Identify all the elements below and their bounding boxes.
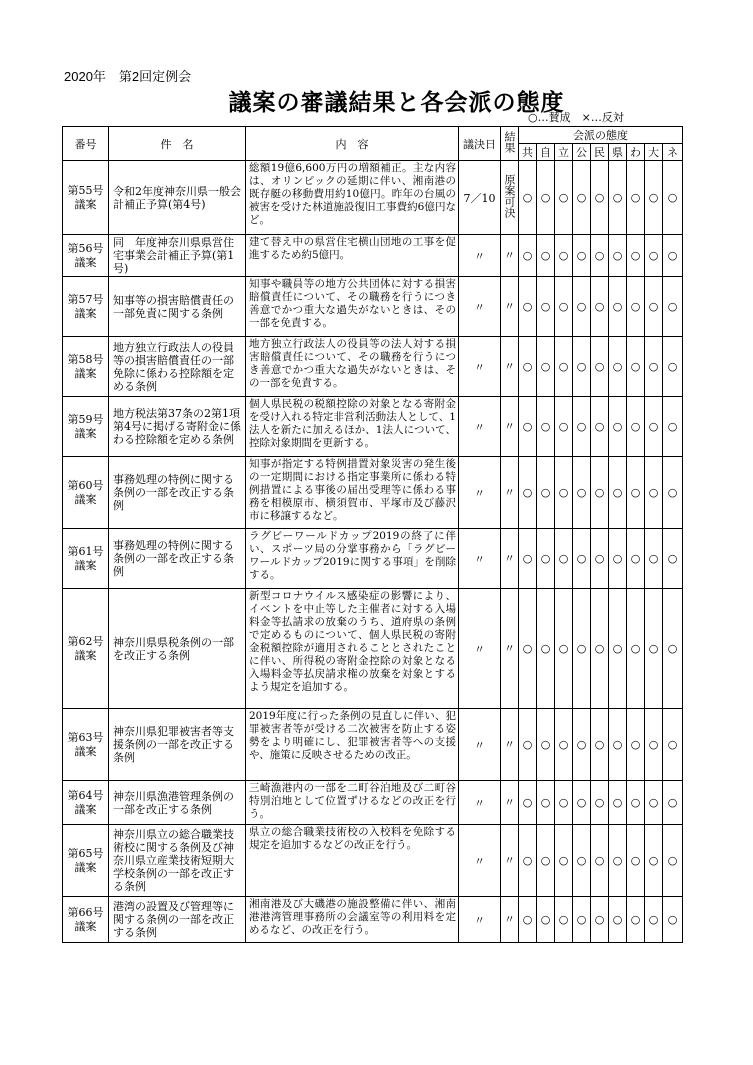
faction-vote: ○ <box>573 457 591 529</box>
faction-vote: ○ <box>573 277 591 337</box>
bill-number <box>63 709 109 781</box>
faction-vote: ○ <box>609 161 627 235</box>
bill-content: 知事が指定する特例措置対象災害の発生後の一定期間における指定事業所に係わる特例措置による事後の届出受理等に係わる事務を相模原市、横須賀市、平塚市及び藤沢市に移譲するなど。 <box>246 457 459 529</box>
faction-vote: ○ <box>555 897 573 943</box>
decision-result <box>501 397 519 457</box>
bill-number-line: 第61号 <box>67 544 104 558</box>
faction-vote: ○ <box>627 897 645 943</box>
faction-vote: ○ <box>627 235 645 277</box>
faction-vote: ○ <box>663 277 683 337</box>
faction-vote: ○ <box>555 589 573 709</box>
bill-type: 議案 <box>74 648 97 662</box>
header-content: 内 容 <box>246 127 459 161</box>
bill-number-line: 第59号 <box>67 412 104 426</box>
faction-vote: ○ <box>519 161 537 235</box>
bill-number <box>63 897 109 943</box>
decision-result-text: 〃 <box>504 642 515 655</box>
table-body <box>63 161 683 943</box>
table-row <box>63 897 683 943</box>
bill-content: 総額19億6,600万円の増額補正。主な内容は、オリンピックの延期に伴い、湘南港の既存艇の移動費用約10億円。昨年の台風の被害を受けた林道施設復旧工事費約6億円など。 <box>246 161 459 235</box>
bill-content: 知事や職員等の地方公共団体に対する損害賠償責任について、その職務を行うにつき善意でかつ重大な過失がないときは、その一部を免責する。 <box>246 277 459 337</box>
decision-date: 〃 <box>459 897 501 943</box>
faction-vote: ○ <box>627 825 645 897</box>
faction-vote: ○ <box>573 709 591 781</box>
bill-title: 地方税法第37条の2第1項第4号に掲げる寄附金に係わる控除額を定める条例 <box>109 397 246 457</box>
faction-vote: ○ <box>627 781 645 825</box>
decision-result-text: 〃 <box>504 486 515 499</box>
faction-header: 民 <box>591 144 609 161</box>
faction-vote: ○ <box>537 337 555 397</box>
decision-result <box>501 589 519 709</box>
bill-number <box>63 825 109 897</box>
decision-result <box>501 825 519 897</box>
faction-vote: ○ <box>519 397 537 457</box>
bill-number-line: 第55号 <box>67 183 104 197</box>
faction-vote: ○ <box>555 781 573 825</box>
faction-vote: ○ <box>609 529 627 589</box>
faction-header: 県 <box>609 144 627 161</box>
faction-header: ネ <box>663 144 683 161</box>
faction-vote: ○ <box>591 589 609 709</box>
page-title: 議案の審議結果と各会派の態度 <box>228 90 565 116</box>
faction-vote: ○ <box>627 161 645 235</box>
faction-vote: ○ <box>609 337 627 397</box>
faction-vote: ○ <box>609 781 627 825</box>
faction-vote: ○ <box>663 589 683 709</box>
faction-vote: ○ <box>573 337 591 397</box>
faction-vote: ○ <box>591 457 609 529</box>
bill-title: 神奈川県犯罪被害者等支援条例の一部を改正する条例 <box>109 709 246 781</box>
decision-result <box>501 161 519 235</box>
bill-number-line: 第65号 <box>67 846 104 860</box>
bill-content: 地方独立行政法人の役員等の法人対する損害賠償責任について、その職務を行うにつき善意でかつ重大な過失がないときは、その一部を免責する。 <box>246 337 459 397</box>
bill-number-line: 第60号 <box>67 478 104 492</box>
bill-type: 議案 <box>74 426 97 440</box>
table-row <box>63 709 683 781</box>
decision-result-text: 〃 <box>504 552 515 565</box>
faction-header: 大 <box>645 144 663 161</box>
header-number: 番号 <box>63 127 109 161</box>
faction-vote: ○ <box>627 397 645 457</box>
faction-vote: ○ <box>645 161 663 235</box>
decision-date: 〃 <box>459 529 501 589</box>
faction-vote: ○ <box>537 709 555 781</box>
faction-vote: ○ <box>627 529 645 589</box>
bill-number-line: 第57号 <box>67 292 104 306</box>
faction-vote: ○ <box>663 457 683 529</box>
bill-content: 新型コロナウイルス感染症の影響により、イベントを中止等した主催者に対する入場料金等払請求の放棄のうち、道府県の条例で定めるものについて、個人県民税の寄附金税額控除が適用されることとされたことに伴い、所得税の寄附金控除の対象となる入場料金等払戻請求権の放棄を対象とするよう規定を追加する。 <box>246 589 459 709</box>
bill-number-line: 第64号 <box>67 788 104 802</box>
faction-vote: ○ <box>627 709 645 781</box>
faction-vote: ○ <box>573 397 591 457</box>
faction-vote: ○ <box>537 457 555 529</box>
bill-type: 議案 <box>74 744 97 758</box>
bill-number-line: 第56号 <box>67 241 104 255</box>
decision-date: 〃 <box>459 235 501 277</box>
header-attitude: 会派の態度 <box>519 127 683 144</box>
bill-type: 議案 <box>74 802 97 816</box>
decision-date: 〃 <box>459 457 501 529</box>
bill-number <box>63 397 109 457</box>
faction-vote: ○ <box>663 897 683 943</box>
bill-number <box>63 589 109 709</box>
bill-content: 個人県民税の税額控除の対象となる寄附金を受け入れる特定非営利活動法人として、1法人を新たに加えるほか、1法人について、控除対象期間を更新する。 <box>246 397 459 457</box>
faction-vote: ○ <box>573 235 591 277</box>
faction-vote: ○ <box>519 457 537 529</box>
bill-title: 令和2年度神奈川県一般会計補正予算(第4号) <box>109 161 246 235</box>
bill-type: 議案 <box>74 197 97 211</box>
bill-content: 2019年度に行った条例の見直しに伴い、犯罪被害者等が受ける二次被害を防止する姿勢をより明確にし、犯罪被害者等への支援や、施策に反映させるための改正。 <box>246 709 459 781</box>
faction-vote: ○ <box>645 397 663 457</box>
faction-vote: ○ <box>591 161 609 235</box>
bill-number <box>63 781 109 825</box>
faction-vote: ○ <box>537 897 555 943</box>
bill-number <box>63 529 109 589</box>
table-row <box>63 589 683 709</box>
bill-type: 議案 <box>74 492 97 506</box>
faction-vote: ○ <box>609 277 627 337</box>
decision-date: 〃 <box>459 397 501 457</box>
faction-vote: ○ <box>663 235 683 277</box>
faction-vote: ○ <box>663 161 683 235</box>
bill-type: 議案 <box>74 366 97 380</box>
bill-number <box>63 277 109 337</box>
faction-vote: ○ <box>627 457 645 529</box>
faction-vote: ○ <box>645 457 663 529</box>
faction-vote: ○ <box>555 277 573 337</box>
faction-vote: ○ <box>555 457 573 529</box>
table-row <box>63 337 683 397</box>
bill-type: 議案 <box>74 558 97 572</box>
decision-result <box>501 897 519 943</box>
decision-result <box>501 337 519 397</box>
faction-vote: ○ <box>609 397 627 457</box>
faction-vote: ○ <box>555 397 573 457</box>
faction-header: 立 <box>555 144 573 161</box>
bill-content: 県立の総合職業技術校の入校料を免除する規定を追加するなどの改正を行う。 <box>246 825 459 897</box>
faction-vote: ○ <box>555 825 573 897</box>
faction-vote: ○ <box>627 277 645 337</box>
bill-number <box>63 337 109 397</box>
faction-vote: ○ <box>519 235 537 277</box>
bill-type: 議案 <box>74 255 97 269</box>
faction-vote: ○ <box>591 277 609 337</box>
faction-vote: ○ <box>537 781 555 825</box>
faction-header: 共 <box>519 144 537 161</box>
bill-content: 湘南港及び大磯港の施設整備に伴い、湘南港港湾管理事務所の会議室等の利用料を定めるなど、の改正を行う。 <box>246 897 459 943</box>
bill-title: 港湾の設置及び管理等に関する条例の一部を改正する条例 <box>109 897 246 943</box>
faction-vote: ○ <box>555 529 573 589</box>
bill-type: 議案 <box>74 306 97 320</box>
faction-vote: ○ <box>573 529 591 589</box>
faction-vote: ○ <box>537 161 555 235</box>
decision-result <box>501 277 519 337</box>
decision-date: 〃 <box>459 337 501 397</box>
faction-vote: ○ <box>609 709 627 781</box>
decision-result-text: 〃 <box>504 796 515 809</box>
faction-vote: ○ <box>645 337 663 397</box>
faction-vote: ○ <box>573 161 591 235</box>
bill-content: ラグビーワールドカップ2019の終了に伴い、スポーツ局の分掌事務から「ラグビーワールドカップ2019に関する事項」を削除する。 <box>246 529 459 589</box>
table-row <box>63 277 683 337</box>
faction-vote: ○ <box>663 709 683 781</box>
decision-result-text: 〃 <box>504 420 515 433</box>
header-item: 件 名 <box>109 127 246 161</box>
faction-vote: ○ <box>591 781 609 825</box>
bill-title: 事務処理の特例に関する条例の一部を改正する条例 <box>109 457 246 529</box>
decision-result-text: 〃 <box>504 913 515 926</box>
decision-result-text: 〃 <box>504 249 515 262</box>
decision-result-text: 〃 <box>504 360 515 373</box>
decision-result-text: 原案可決 <box>503 174 516 218</box>
faction-vote: ○ <box>591 397 609 457</box>
table-row <box>63 529 683 589</box>
bill-title: 知事等の損害賠償責任の一部免責に関する条例 <box>109 277 246 337</box>
faction-vote: ○ <box>573 897 591 943</box>
decision-date: 7／10 <box>459 161 501 235</box>
header-date: 議決日 <box>459 127 501 161</box>
faction-vote: ○ <box>609 825 627 897</box>
faction-vote: ○ <box>519 529 537 589</box>
faction-vote: ○ <box>663 337 683 397</box>
decision-date: 〃 <box>459 589 501 709</box>
table-row <box>63 457 683 529</box>
bill-number <box>63 161 109 235</box>
faction-vote: ○ <box>627 337 645 397</box>
faction-vote: ○ <box>555 337 573 397</box>
decision-result-text: 〃 <box>504 738 515 751</box>
table-row <box>63 161 683 235</box>
faction-vote: ○ <box>519 709 537 781</box>
bill-type: 議案 <box>74 860 97 874</box>
faction-vote: ○ <box>519 337 537 397</box>
decision-result <box>501 457 519 529</box>
table-row <box>63 235 683 277</box>
faction-vote: ○ <box>555 235 573 277</box>
faction-vote: ○ <box>627 589 645 709</box>
faction-vote: ○ <box>537 589 555 709</box>
decision-date: 〃 <box>459 781 501 825</box>
decision-date: 〃 <box>459 709 501 781</box>
faction-vote: ○ <box>645 235 663 277</box>
faction-vote: ○ <box>663 781 683 825</box>
faction-vote: ○ <box>591 897 609 943</box>
faction-vote: ○ <box>591 709 609 781</box>
faction-vote: ○ <box>591 825 609 897</box>
faction-vote: ○ <box>555 709 573 781</box>
faction-vote: ○ <box>519 589 537 709</box>
vote-legend: ○…賛成 ×…反対 <box>528 111 624 124</box>
decision-result <box>501 235 519 277</box>
decision-result <box>501 781 519 825</box>
bill-title: 事務処理の特例に関する条例の一部を改正する条例 <box>109 529 246 589</box>
faction-vote: ○ <box>519 781 537 825</box>
faction-vote: ○ <box>519 277 537 337</box>
bill-number-line: 第58号 <box>67 352 104 366</box>
bill-title: 同 年度神奈川県県営住宅事業会計補正予算(第1号) <box>109 235 246 277</box>
bill-title: 地方独立行政法人の役員等の損害賠償責任の一部免除に係わる控除額を定める条例 <box>109 337 246 397</box>
faction-vote: ○ <box>645 781 663 825</box>
bill-number-line: 第63号 <box>67 730 104 744</box>
bill-number <box>63 235 109 277</box>
bill-number-line: 第62号 <box>67 634 104 648</box>
faction-vote: ○ <box>591 529 609 589</box>
faction-vote: ○ <box>645 897 663 943</box>
faction-vote: ○ <box>663 529 683 589</box>
bill-title: 神奈川県県税条例の一部を改正する条例 <box>109 589 246 709</box>
faction-vote: ○ <box>573 781 591 825</box>
decision-date: 〃 <box>459 277 501 337</box>
table-row <box>63 781 683 825</box>
results-table <box>62 126 683 943</box>
faction-vote: ○ <box>645 825 663 897</box>
faction-header: 公 <box>573 144 591 161</box>
faction-vote: ○ <box>537 277 555 337</box>
faction-vote: ○ <box>591 235 609 277</box>
bill-title: 神奈川県立の総合職業技術校に関する条例及び神奈川県立産業技術短期大学校条例の一部を改正する条例 <box>109 825 246 897</box>
faction-vote: ○ <box>663 825 683 897</box>
faction-vote: ○ <box>537 529 555 589</box>
decision-result <box>501 709 519 781</box>
session-label: 2020年 第2回定例会 <box>64 69 192 84</box>
table-row <box>63 397 683 457</box>
faction-vote: ○ <box>537 825 555 897</box>
decision-result-text: 〃 <box>504 854 515 867</box>
faction-vote: ○ <box>645 529 663 589</box>
bill-title: 神奈川県漁港管理条例の一部を改正する条例 <box>109 781 246 825</box>
bill-number-line: 第66号 <box>67 905 104 919</box>
faction-vote: ○ <box>573 825 591 897</box>
faction-vote: ○ <box>519 897 537 943</box>
table-row <box>63 825 683 897</box>
bill-number <box>63 457 109 529</box>
decision-result <box>501 529 519 589</box>
faction-vote: ○ <box>609 897 627 943</box>
bill-type: 議案 <box>74 919 97 933</box>
faction-vote: ○ <box>645 709 663 781</box>
faction-vote: ○ <box>609 457 627 529</box>
faction-vote: ○ <box>645 277 663 337</box>
bill-content: 三崎漁港内の一部を二町谷泊地及び二町谷特別泊地として位置ずけるなどの改正を行う。 <box>246 781 459 825</box>
decision-result-text: 〃 <box>504 300 515 313</box>
faction-vote: ○ <box>609 589 627 709</box>
faction-vote: ○ <box>645 589 663 709</box>
decision-date: 〃 <box>459 825 501 897</box>
faction-vote: ○ <box>519 825 537 897</box>
faction-header: わ <box>627 144 645 161</box>
faction-vote: ○ <box>537 235 555 277</box>
bill-content: 建て替え中の県営住宅横山団地の工事を促進するため約5億円。 <box>246 235 459 277</box>
faction-vote: ○ <box>573 589 591 709</box>
header-result: 結果 <box>501 127 519 161</box>
faction-vote: ○ <box>555 161 573 235</box>
faction-vote: ○ <box>609 235 627 277</box>
faction-vote: ○ <box>663 397 683 457</box>
faction-vote: ○ <box>591 337 609 397</box>
faction-header: 自 <box>537 144 555 161</box>
faction-vote: ○ <box>537 397 555 457</box>
